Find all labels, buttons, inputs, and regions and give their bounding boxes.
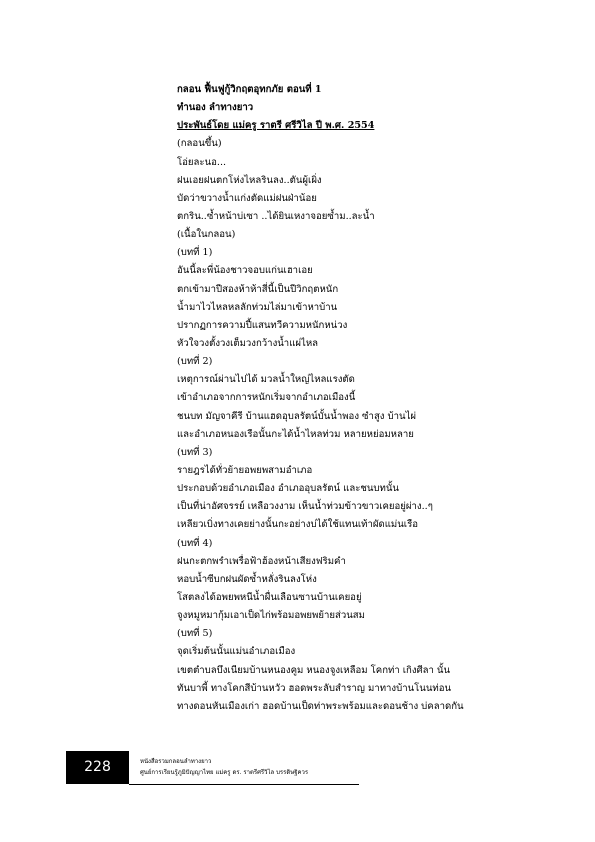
poem-line: (บทที่ 2)	[177, 356, 213, 368]
poem-line: กลอน ฟื้นฟูกู้วิกฤตอุทกภัย ตอนที่ 1	[177, 84, 322, 95]
poem-line: และอำเภอหนองเรือนั้นกะได้น้ำไหลท่วม หลายหย่อมหลาย	[177, 428, 414, 440]
poem-line: รายฎรได้ทั่วย้ายอพยพสามอำเภอ	[177, 464, 313, 476]
poem-line: ฝนเอยฝนตกโห่งไหลรินลง..ตันผู้เผิ่ง	[177, 174, 322, 186]
poem-line: ปรากฏการความปี้แสนทวีความหนักหน่วง	[177, 319, 348, 331]
poem-line: โอ่ยละนอ...	[177, 156, 227, 168]
poem-line: ประกอบด้วยอำเภอเมือง อำเภออุบลรัตน์ และชนบทนั้น	[177, 483, 399, 495]
poem-line: ฝนกะตกพรำเพรื่อฟ้าฮ้องหน้าเสียงฟริมคำ	[177, 555, 346, 567]
poem-line: บัดว่าขวางน้ำแก่งตัดแม่ฝนฝ่าน้อย	[177, 192, 317, 204]
poem-line: (บทที่ 4)	[177, 537, 213, 549]
poem-line: หัวใจวงตั้งวงเต็มวงกว้างน้ำแผ่ไหล	[177, 337, 319, 349]
footer-text	[140, 756, 400, 778]
page-number: 228	[66, 751, 129, 784]
poem-line: ทำนอง ลำทางยาว	[177, 102, 254, 114]
poem-line: ประพันธ์โดย แม่ครู ราตรี ศรีวิไล ปี พ.ศ. 2554	[177, 120, 375, 132]
book-title: หนังสือรวมกลอนลำทางยาว	[140, 758, 212, 765]
poem-line: ทางดอนหันเมืองเก่า ฮอดบ้านเป็ดท่าพระพร้อมและดอนช้าง บ่คลาดกัน	[177, 700, 464, 712]
poem-line: (บทที่ 1)	[177, 247, 213, 259]
poem-line: โสตลงได้อพยพหนีน้ำผื่นเลือนซานบ้านเคยอยู่	[177, 591, 362, 603]
poem-line: เป็นที่น่าอัศจรรย์ เหลือวงงาม เห็นน้ำท่วมข้าวขาวเคยอยู่ผ่าง..ๆ	[177, 501, 433, 513]
poem-line: (กลอนขึ้น)	[177, 138, 222, 150]
poem-line: เหลียวเบิ่งทางเคยย่างนั้นกะอย่างบ่ได้ใช้แทนเท้าผัดแม่นเรือ	[177, 519, 418, 531]
poem-line: น้ำมาไวไหลหลลักท่วมไล่มาเข้าหาบ้าน	[177, 301, 338, 313]
poem-line: จุดเริ่มต้นนั้นแม่นอำเภอเมือง	[177, 646, 296, 658]
poem-line: (บทที่ 3)	[177, 446, 213, 458]
poem-line: ทันบาพี้ ทางโคกสีบ้านหวัว ฮอดพระลับสำราญ มาทางบ้านโนนท่อน	[177, 682, 452, 694]
poem-body	[177, 81, 507, 716]
poem-line: เข้าอำเภอจากการหนักเริ่มจากอำเภอเมืองนี้	[177, 392, 356, 404]
poem-line: ตกเข้ามาปีสองห้าห้าสี่นี้เป็นปีวิกฤตหนัก	[177, 283, 339, 295]
poem-line: เขตตำบลบึงเนียมบ้านหนองคูม หนองจูงเหลือม โคกท่า เกิงศีลา นั้น	[177, 664, 451, 676]
poem-line: (เนื้อในกลอน)	[177, 229, 236, 241]
poem-line: (บทที่ 5)	[177, 628, 213, 640]
poem-line: หอบน้ำซีบกฝนผัดซ้ำหลั่งรินลงโห่ง	[177, 573, 317, 585]
poem-line: เหตุการณ์ผ่านไปได้ มวลน้ำใหญ่ไหลแรงตัด	[177, 374, 355, 386]
poem-line: ชนบท มัญจาคีรี บ้านแฮดอุบลรัตน์บั้นน้ำพอง ซำสูง บ้านไผ่	[177, 410, 417, 422]
footer-rule	[129, 784, 359, 785]
poem-line: จูงหมูหมากุ้มเอาเป็ดไก่พร้อมอพยพย้ายส่วนสม	[177, 610, 365, 622]
poem-line: ตกริน..ซ้ำหน้าบ่เซา ..ได้ยินเหงาจอยซ้ำม..ละน้ำ	[177, 210, 375, 222]
publisher-line: ศูนย์การเรียนรู้ภูมิปัญญาไทย แม่ครู ดร. ราตรีศรีวิไล บรรดิษฐิควร	[140, 769, 309, 776]
poem-line: อันนี้ละพี่น้องชาวจอบแก่นเฮาเอย	[177, 265, 313, 277]
